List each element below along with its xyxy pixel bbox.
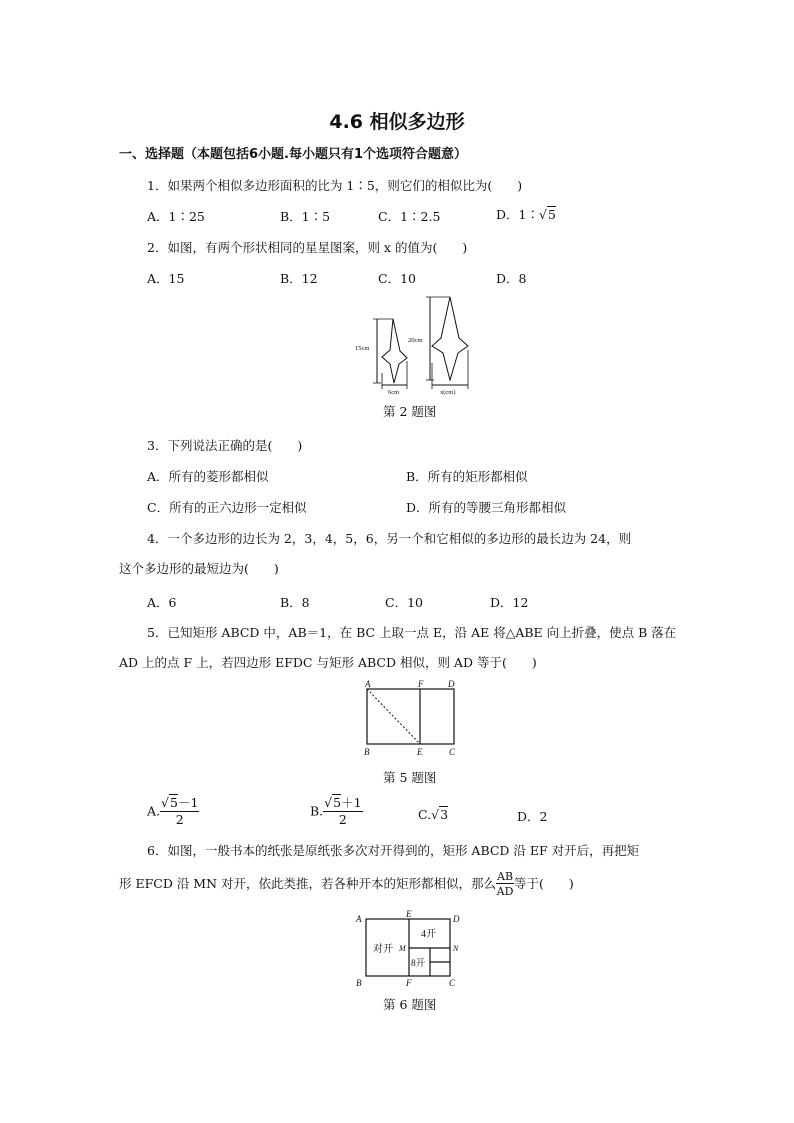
q4-option-a: A．6 [147, 595, 177, 610]
sqrt-symbol: √ [161, 795, 169, 810]
q5-figure [358, 679, 468, 761]
label-d: D [448, 679, 455, 689]
sqrt-symbol: √ [431, 807, 440, 822]
label-quarter-sheet: 4开 [421, 929, 436, 940]
q1-stem: 1．如果两个相似多边形面积的比为 1∶5，则它们的相似比为( ) [147, 178, 523, 193]
q5-option-a-label: A. [147, 803, 161, 819]
label-a: A [365, 679, 371, 689]
q2-figure [350, 293, 480, 395]
q5-option-b-radicand: 5 [333, 795, 342, 810]
q5-stem-line2: AD 上的点 F 上，若四边形 EFDC 与矩形 ABCD 相似，则 AD 等于( ) [119, 655, 537, 670]
q5-option-b-denominator: 2 [338, 811, 347, 827]
q4-option-d: D．12 [490, 595, 529, 610]
q6-ratio-numerator: AB [497, 870, 514, 883]
label-half-sheet: 对开 [373, 944, 393, 955]
q2-option-b: B．12 [280, 271, 318, 286]
q6-stem-line2-end: 等于( ) [514, 875, 574, 891]
q5-option-a-radicand: 5 [169, 795, 178, 810]
small-height-label: 15cm [355, 345, 370, 352]
q5-option-b-num-rest: ＋1 [341, 795, 362, 810]
section-heading: 一、选择题（本题包括6小题.每小题只有1个选项符合题意） [119, 147, 468, 162]
q3-option-a: A．所有的菱形都相似 [147, 469, 269, 484]
q2-option-c: C．10 [378, 271, 416, 286]
label-m: M [399, 944, 406, 953]
q5-option-c-radicand: 3 [440, 807, 449, 822]
q5-caption: 第 5 题图 [383, 770, 437, 785]
q3-option-b: B．所有的矩形都相似 [406, 469, 528, 484]
q6-stem-line1: 6．如图，一般书本的纸张是原纸张多次对开得到的，矩形 ABCD 沿 EF 对开后，再把矩 [147, 843, 640, 858]
small-width-label: 6cm [388, 389, 400, 395]
q1-option-b: B．1∶5 [280, 209, 331, 224]
q5-option-a-num-rest: －1 [177, 795, 199, 810]
label-n: N [453, 944, 459, 953]
q5-option-d: D．2 [517, 809, 548, 824]
q4-option-b: B．8 [280, 595, 310, 610]
label-f: F [418, 679, 424, 689]
small-star-shape [382, 319, 407, 383]
q6-stem-line2-text: 形 EFCD 沿 MN 对开，依此类推，若各种开本的矩形都相似，那么 [119, 875, 497, 891]
label-a: A [356, 914, 362, 924]
q5-option-b-label: B. [310, 803, 324, 819]
q4-stem-line1: 4．一个多边形的边长为 2，3，4，5，6，另一个和它相似的多边形的最长边为 24，则 [147, 531, 632, 546]
q6-stem-line2 [119, 871, 574, 897]
q1-option-d-radicand: 5 [547, 207, 556, 222]
label-e: E [406, 910, 412, 919]
label-d: D [453, 914, 460, 924]
sqrt-symbol: √ [538, 207, 547, 222]
q3-option-d: D．所有的等腰三角形都相似 [406, 500, 567, 515]
large-width-label: x(cm) [440, 389, 456, 395]
page-title: 4.6 相似多边形 [329, 111, 465, 133]
q5-option-c-label: C. [418, 807, 432, 822]
q6-caption: 第 6 题图 [383, 997, 437, 1012]
q5-option-c [418, 809, 448, 822]
q5-option-b-fraction [323, 797, 362, 826]
label-f: F [406, 978, 412, 988]
q4-option-c: C．10 [385, 595, 423, 610]
large-height-label: 20cm [408, 337, 423, 344]
label-b: B [356, 978, 362, 988]
q1-option-a: A．1∶25 [147, 209, 205, 224]
q5-option-a-denominator: 2 [175, 811, 184, 827]
q5-stem-line1: 5．已知矩形 ABCD 中，AB＝1，在 BC 上取一点 E，沿 AE 将△ABE 向上折叠，使点 B 落在 [147, 625, 677, 640]
label-b: B [364, 747, 370, 757]
large-star-shape [432, 297, 468, 380]
q3-stem: 3．下列说法正确的是( ) [147, 438, 303, 453]
q5-option-b [310, 797, 363, 826]
rectangle-abcd [367, 689, 454, 744]
q5-option-a [147, 797, 199, 826]
q2-option-a: A．15 [147, 271, 185, 286]
q2-caption: 第 2 题图 [383, 404, 437, 419]
q5-option-a-fraction [160, 797, 199, 826]
q2-option-d: D．8 [496, 271, 527, 286]
q6-ratio-fraction [496, 871, 514, 897]
q6-ratio-denominator: AD [496, 885, 514, 898]
q2-stem: 2．如图，有两个形状相同的星星图案，则 x 的值为( ) [147, 240, 468, 255]
q3-option-c: C．所有的正六边形一定相似 [147, 500, 307, 515]
label-c: C [449, 747, 456, 757]
q6-figure [352, 910, 464, 994]
label-e: E [417, 747, 423, 757]
label-c: C [449, 978, 456, 988]
q4-stem-line2: 这个多边形的最短边为( ) [119, 561, 279, 576]
sqrt-symbol: √ [324, 795, 333, 810]
fold-line-ae [367, 689, 420, 744]
label-eighth-sheet: 8开 [411, 959, 426, 969]
q1-option-d-prefix: D．1∶ [496, 207, 539, 222]
q1-option-c: C．1∶2.5 [378, 209, 441, 224]
q1-option-d [496, 209, 556, 222]
